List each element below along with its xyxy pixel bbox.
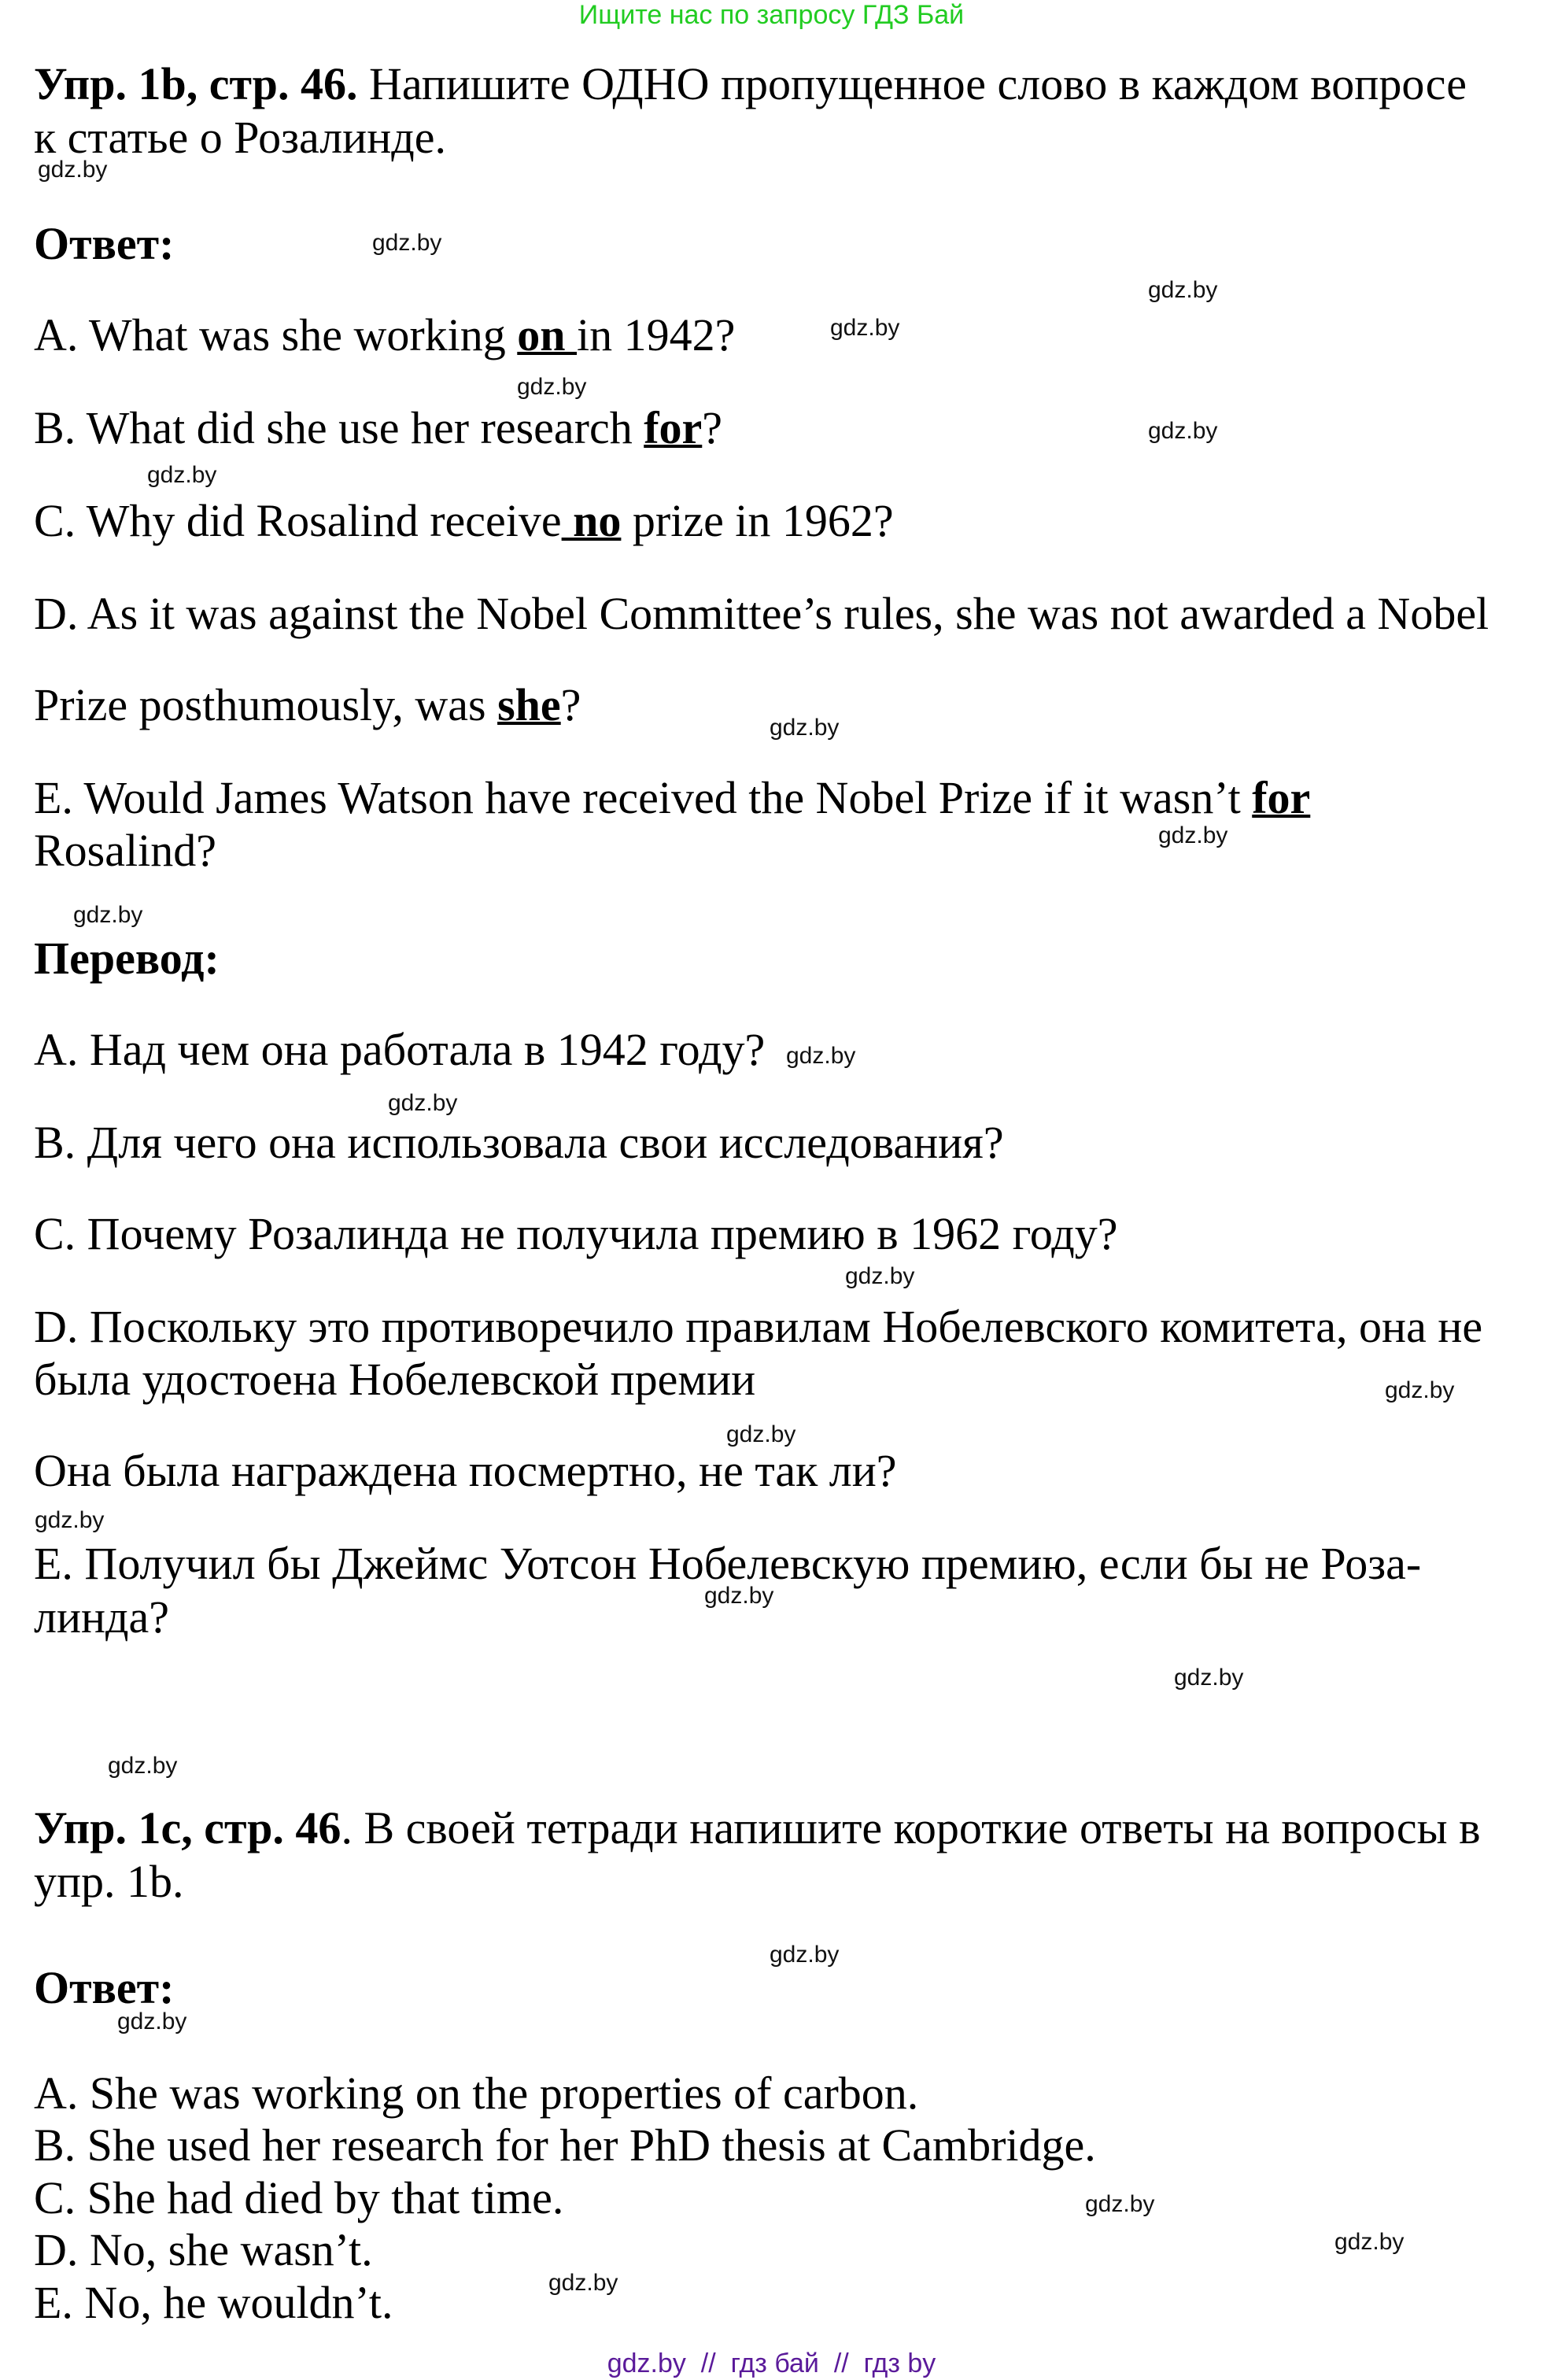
translation-line: E. Получил бы Джеймс Уотсон Нобелевскую премию, если бы не Роза- <box>34 1538 1422 1589</box>
watermark: gdz.by <box>388 1090 458 1116</box>
missing-word: for <box>1252 772 1311 823</box>
watermark: gdz.by <box>517 374 587 400</box>
short-answer: D. No, she wasn’t. <box>34 2224 373 2275</box>
watermark: gdz.by <box>1334 2229 1405 2255</box>
missing-word: for <box>644 402 703 453</box>
text: C. Why did Rosalind receive <box>34 495 562 546</box>
answer-e <box>34 771 1310 825</box>
translation-line: C. Почему Розалинда не получила премию в 1962 году? <box>34 1208 1118 1259</box>
watermark: gdz.by <box>770 1942 840 1968</box>
watermark: gdz.by <box>147 462 217 488</box>
exercise-instruction: . В своей тетради напишите короткие ответы на вопросы в <box>341 1802 1481 1853</box>
exercise-1c-title <box>34 1802 1480 1855</box>
missing-word: on <box>517 309 578 360</box>
watermark: gdz.by <box>1085 2191 1155 2217</box>
watermark: gdz.by <box>1148 418 1218 444</box>
text: ? <box>560 679 581 730</box>
translation-line: B. Для чего она использовала свои исследования? <box>34 1117 1004 1168</box>
watermark: gdz.by <box>770 715 840 741</box>
watermark: gdz.by <box>1148 277 1218 303</box>
translation-line: A. Над чем она работала в 1942 году? <box>34 1024 766 1075</box>
translation-line: Она была награждена посмертно, не так ли? <box>34 1445 897 1496</box>
watermark: gdz.by <box>845 1263 915 1289</box>
exercise-1b-title-line2: к статье о Розалинде. <box>34 112 447 163</box>
translation-line: линда? <box>34 1591 170 1643</box>
answer-heading: Ответ: <box>34 1962 175 2013</box>
watermark: gdz.by <box>704 1583 774 1609</box>
short-answer: C. She had died by that time. <box>34 2172 564 2223</box>
answer-a <box>34 309 735 362</box>
text: in 1942? <box>577 309 736 360</box>
answer-heading: Ответ: <box>34 218 175 269</box>
watermark: gdz.by <box>548 2270 618 2296</box>
watermark: gdz.by <box>726 1421 796 1447</box>
watermark: gdz.by <box>786 1043 856 1069</box>
text: E. Would James Watson have received the Nobel Prize if it wasn’t <box>34 772 1253 823</box>
watermark: gdz.by <box>830 315 900 341</box>
answer-d-line1: D. As it was against the Nobel Committee’s rules, she was not awarded a Nobel <box>34 588 1489 639</box>
exercise-label: Упр. 1b, стр. 46. <box>34 58 358 109</box>
watermark: gdz.by <box>1174 1665 1244 1691</box>
text: prize in 1962? <box>621 495 894 546</box>
text: Prize posthumously, was <box>34 679 498 730</box>
text: ? <box>702 402 723 453</box>
watermark: gdz.by <box>117 2009 187 2034</box>
watermark: gdz.by <box>1385 1377 1455 1403</box>
translation-line: была удостоена Нобелевской премии <box>34 1354 756 1405</box>
footer-links[interactable]: gdz.by // гдз бай // гдз by <box>607 2349 936 2378</box>
missing-word: she <box>497 679 561 730</box>
short-answer: B. She used her research for her PhD thesis at Cambridge. <box>34 2119 1096 2171</box>
exercise-1b-title <box>34 57 1467 111</box>
answer-e-line2: Rosalind? <box>34 825 216 876</box>
watermark: gdz.by <box>108 1753 178 1779</box>
missing-word: no <box>561 495 622 546</box>
text: B. What did she use her research <box>34 402 644 453</box>
translation-heading: Перевод: <box>34 933 220 984</box>
watermark: gdz.by <box>38 157 108 183</box>
short-answer: E. No, he wouldn’t. <box>34 2277 393 2328</box>
watermark: gdz.by <box>372 230 442 256</box>
watermark: gdz.by <box>35 1507 105 1533</box>
watermark: gdz.by <box>1158 822 1228 848</box>
answer-d-line2 <box>34 678 581 732</box>
answer-b <box>34 401 722 455</box>
text: A. What was she working <box>34 309 518 360</box>
answer-c <box>34 494 894 548</box>
header-search-link[interactable]: Ищите нас по запросу ГДЗ Бай <box>578 0 965 30</box>
exercise-label: Упр. 1c, стр. 46 <box>34 1802 341 1853</box>
exercise-instruction: Напишите ОДНО пропущенное слово в каждом вопросе <box>357 58 1467 109</box>
short-answer: A. She was working on the properties of carbon. <box>34 2068 919 2119</box>
watermark: gdz.by <box>73 902 143 928</box>
translation-line: D. Поскольку это противоречило правилам Нобелевского комитета, она не <box>34 1301 1483 1352</box>
exercise-1c-title-line2: упр. 1b. <box>34 1856 184 1907</box>
